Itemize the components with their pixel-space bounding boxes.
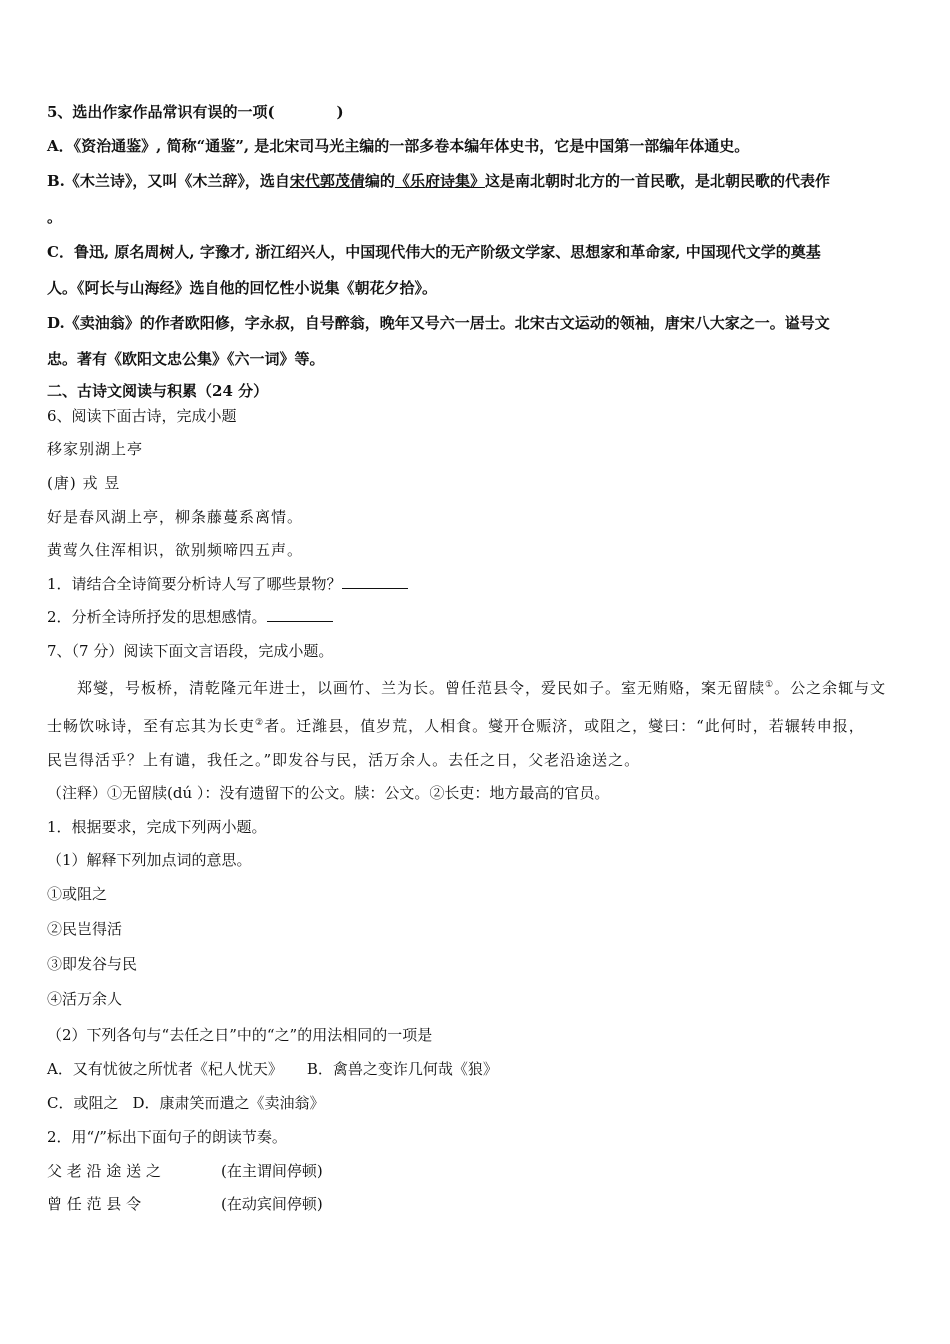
q7-passage-line2: 士畅饮咏诗，至有忘其为长吏②者。迁潍县，值岁荒，人相食。燮开仓赈济，或阻之，燮曰：“此何时，若辗转申报， <box>47 717 865 735</box>
poem-line-2: 黄莺久住浑相识，欲别频啼四五声。 <box>47 541 304 559</box>
q5-option-d-line2: 忠。著有《欧阳文忠公集》《六一词》等。 <box>47 350 325 368</box>
option-d: D．康肃笑而遣之《卖油翁》 <box>132 1094 325 1112</box>
option-c: C．或阻之 <box>47 1094 119 1112</box>
poem-author: (唐) 戎 昱 <box>47 474 121 492</box>
option-a: A．又有忧彼之所忧者《杞人忧天》 <box>47 1060 283 1078</box>
q6-stem: 6、阅读下面古诗，完成小题 <box>47 407 237 425</box>
q7-stem: 7、（7 分）阅读下面文言语段，完成小题。 <box>47 642 334 660</box>
q7-passage-line3: 民岂得活乎？上有谴，我任之。”即发谷与民，活万余人。去任之日，父老沿途送之。 <box>47 751 641 769</box>
option-b: B．禽兽之变诈几何哉《狼》 <box>306 1060 498 1078</box>
poem-title: 移家别湖上亭 <box>47 440 144 458</box>
underlined-author: 宋代郭茂倩 <box>289 172 365 190</box>
word-item: ①或阻之 <box>47 885 108 903</box>
word-item: ②民岂得活 <box>47 920 123 938</box>
q7-options-cd <box>47 1093 325 1113</box>
word-item: ③即发谷与民 <box>47 955 138 973</box>
q7-passage-line1: 郑燮，号板桥，清乾隆元年进士，以画竹、兰为长。曾任范县令，爱民如子。室无贿赂，案无留牍①。公之余辄与文 <box>77 679 887 697</box>
q7-notes: （注释）①无留牍(dú ）：没有遗留下的公文。牍：公文。②长吏：地方最高的官员。 <box>47 784 610 802</box>
q5-option-b-end: 。 <box>47 208 63 226</box>
answer-blank[interactable] <box>267 607 333 622</box>
rhythm-line-2: 曾 任 范 县 令 (在动宾间停顿) <box>47 1195 323 1213</box>
answer-blank[interactable] <box>342 574 408 589</box>
q5-option-a: A．《资治通鉴》, 简称“通鉴”, 是北宋司马光主编的一部多卷本编年体史书，它是中国第一部编年体通史。 <box>47 137 750 155</box>
q5-option-d-line1: D.《卖油翁》的作者欧阳修，字永叔，自号醉翁，晚年又号六一居士。北宋古文运动的领袖，唐宋八大家之一。谥号文 <box>47 314 830 332</box>
q6-sub2: 2．分析全诗所抒发的思想感情。 <box>47 607 333 627</box>
underlined-book: 《乐府诗集》 <box>394 172 485 190</box>
q7-options-ab <box>47 1059 498 1079</box>
q7-sub2: 2．用“/”标出下面句子的朗读节奏。 <box>47 1128 287 1146</box>
section-title: 二、古诗文阅读与积累（24 分） <box>47 382 269 400</box>
q7-sub1-part1: （1）解释下列加点词的意思。 <box>47 851 252 869</box>
q5-option-c-line1: C．鲁迅, 原名周树人, 字豫才, 浙江绍兴人，中国现代伟大的无产阶级文学家、思想家和革命家, 中国现代文学的奠基 <box>47 243 821 261</box>
word-item: ④活万余人 <box>47 990 123 1008</box>
poem-line-1: 好是春风湖上亭，柳条藤蔓系离情。 <box>47 508 304 526</box>
q7-sub1-part2: （2）下列各句与“去任之日”中的“之”的用法相同的一项是 <box>47 1026 433 1044</box>
rhythm-line-1: 父 老 沿 途 送 之 (在主谓间停顿) <box>47 1162 323 1180</box>
q6-sub1: 1．请结合全诗简要分析诗人写了哪些景物？ <box>47 574 408 594</box>
q5-option-c-line2: 人。《阿长与山海经》选自他的回忆性小说集《朝花夕拾》。 <box>47 279 438 297</box>
q5-option-b: B.《木兰诗》，又叫《木兰辞》，选自宋代郭茂倩编的《乐府诗集》这是南北朝时北方的一首民歌，是北朝民歌的代表作 <box>47 172 830 190</box>
q5-stem: 5、选出作家作品常识有误的一项( ) <box>47 103 344 121</box>
q7-sub1: 1．根据要求，完成下列两小题。 <box>47 818 267 836</box>
